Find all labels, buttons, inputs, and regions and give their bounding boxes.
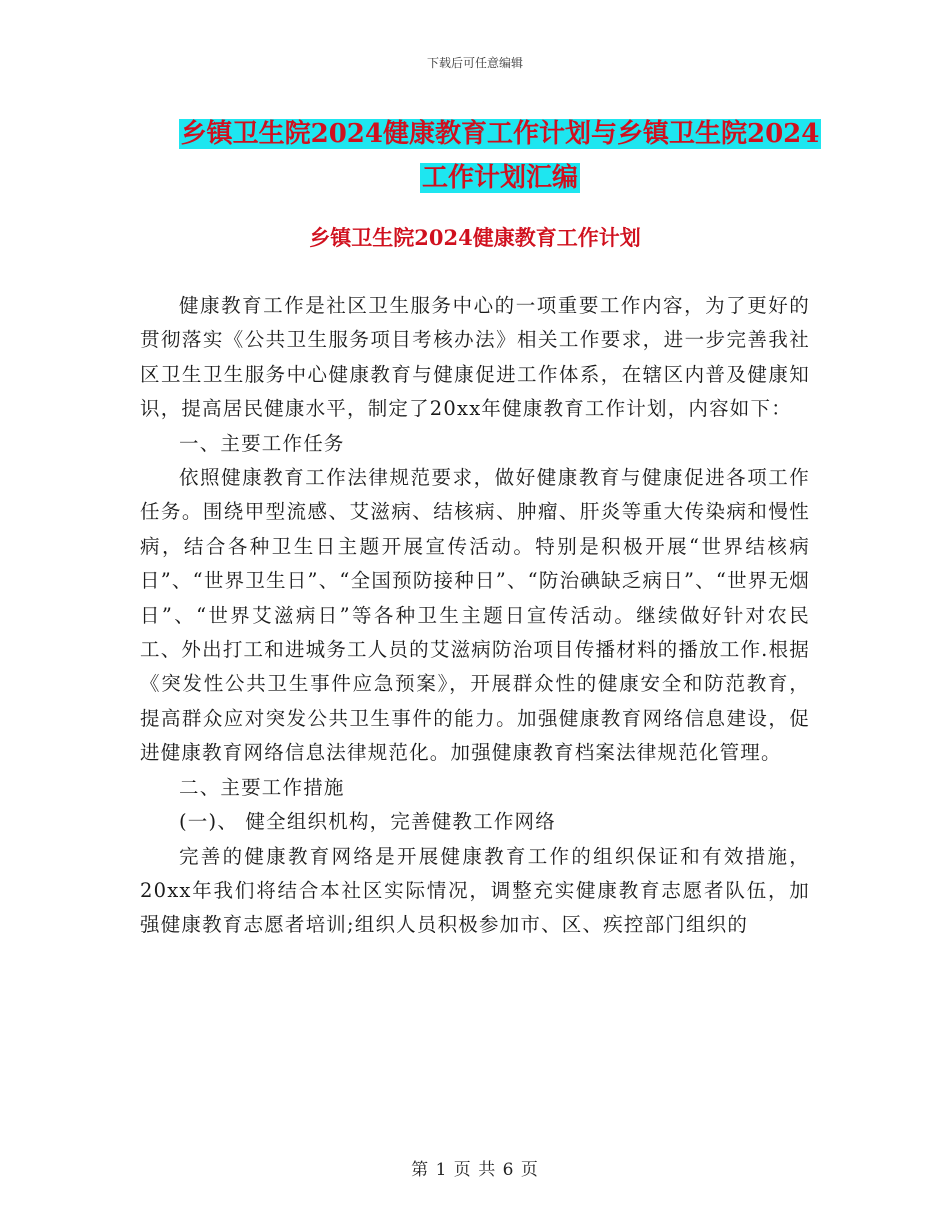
document-title: [150, 112, 850, 200]
section-heading: 二、主要工作措施: [179, 775, 345, 799]
section-title: 乡镇卫生院2024健康教育工作计划: [309, 225, 641, 250]
subsection-heading: (一)、 健全组织机构，完善健教工作网络: [179, 810, 556, 834]
document-title-line-2: 工作计划汇编: [421, 163, 578, 193]
paragraph: 健康教育工作是社区卫生服务中心的一项重要工作内容，为了更好的贯彻落实《公共卫生服务项目考核办法》相关工作要求，进一步完善我社区卫生卫生服务中心健康教育与健康促进工作体系，在辖区内普及健康知识，提高居民健康水平，制定了20xx年健康教育工作计划，内容如下：: [140, 294, 810, 421]
section-heading: 一、主要工作任务: [179, 431, 345, 455]
paragraph: 依照健康教育工作法律规范要求，做好健康教育与健康促进各项工作任务。围绕甲型流感、艾滋病、结核病、肿瘤、肝炎等重大传染病和慢性病，结合各种卫生日主题开展宣传活动。特别是积极开展“世界结核病日”、“世界卫生日”、“全国预防接种日”、“防治碘缺乏病日”、“世界无烟日”、“世界艾滋病日”等各种卫生主题日宣传活动。继续做好针对农民工、外出打工和进城务工人员的艾滋病防治项目传播材料的播放工作.根据《突发性公共卫生事件应急预案》，开展群众性的健康安全和防范教育，提高群众应对突发公共卫生事件的能力。加强健康教育网络信息建设，促进健康教育网络信息法律规范化。加强健康教育档案法律规范化管理。: [140, 466, 810, 765]
document-title-line-1: 乡镇卫生院2024健康教育工作计划与乡镇卫生院2024: [180, 119, 820, 149]
page-number: 第 1 页 共 6 页: [411, 1160, 539, 1180]
body-text: [140, 289, 810, 943]
header-note: 下载后可任意编辑: [426, 56, 523, 70]
paragraph: 完善的健康教育网络是开展健康教育工作的组织保证和有效措施，20xx年我们将结合本社区实际情况，调整充实健康教育志愿者队伍，加强健康教育志愿者培训;组织人员积极参加市、区、疾控部门组织的: [140, 844, 810, 937]
